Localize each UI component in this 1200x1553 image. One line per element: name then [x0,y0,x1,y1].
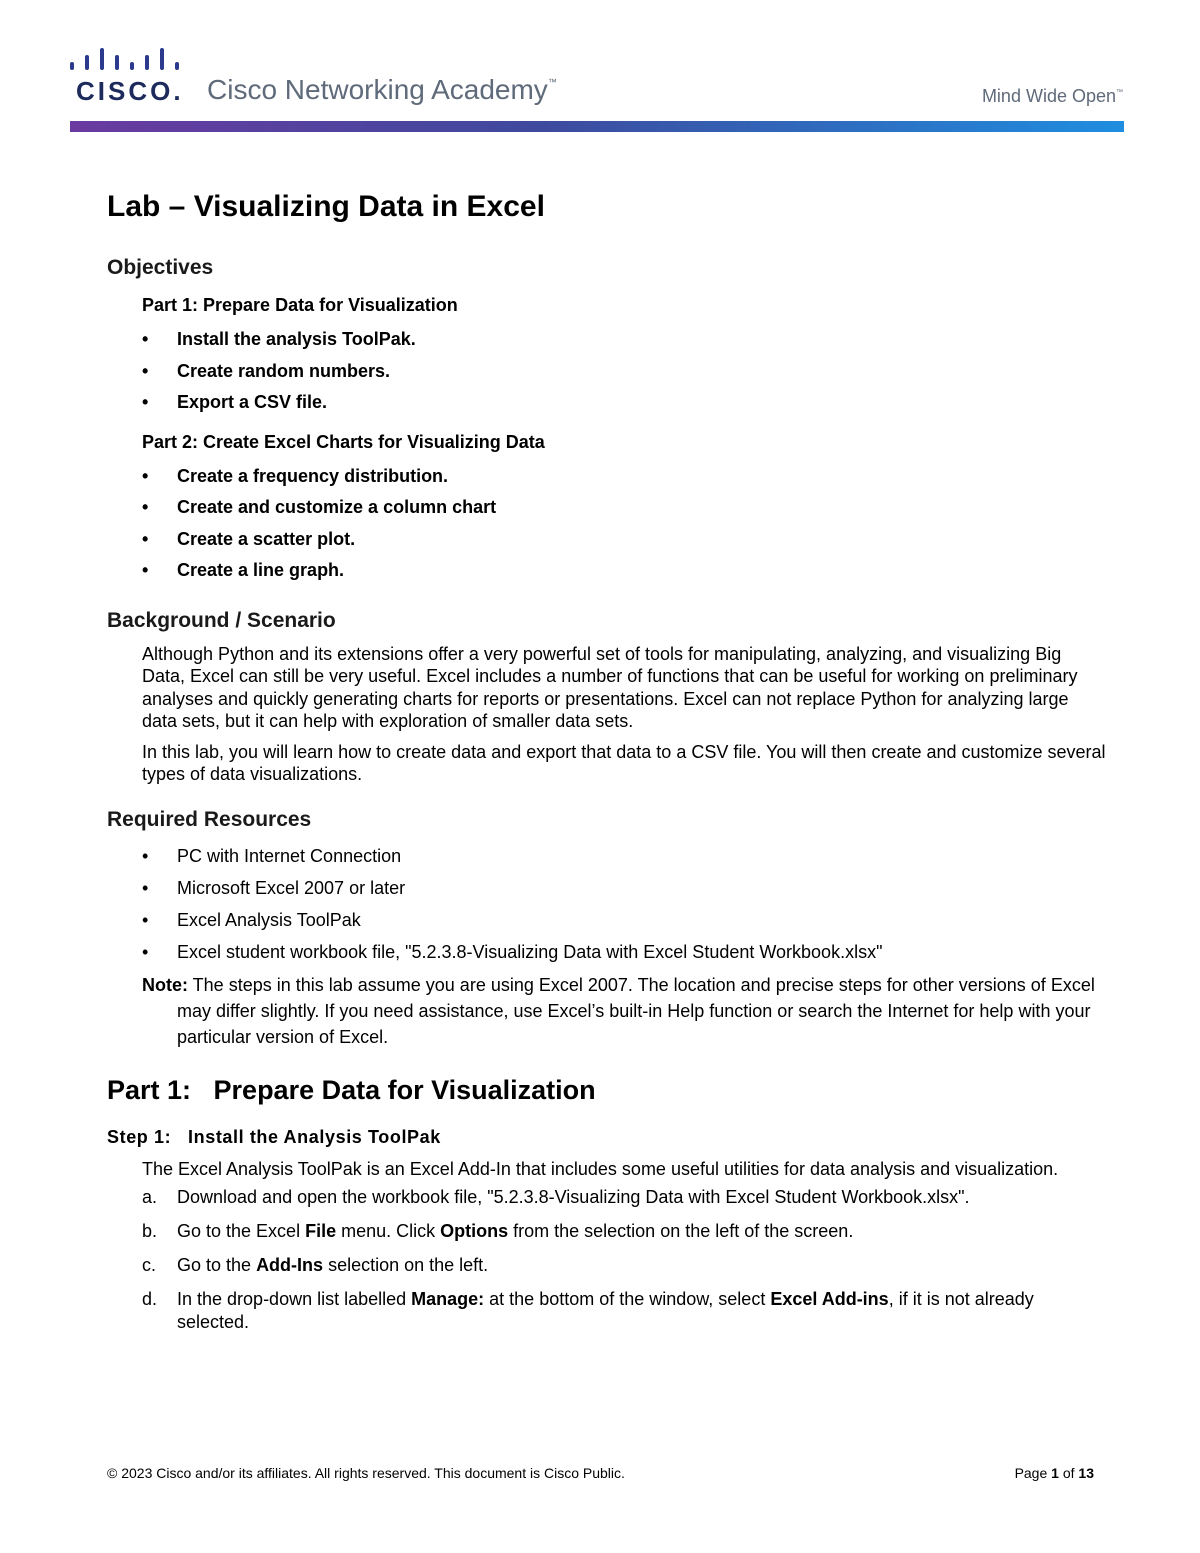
cisco-logo-bars [68,46,180,76]
page-header [0,0,1200,140]
list-item: • PC with Internet Connection [107,840,1107,872]
background-paragraph: Although Python and its extensions offer a very powerful set of tools for manipulating, analyzing, and visualizing Big Data, Excel can still be very useful. Excel includes a number of functions that can be useful for working on preliminary analyses and quickly generating charts for reports or presentations. Excel can not replace Python for analyzing large data sets, but it can help with exploration of smaller data sets. [142,643,1078,731]
cisco-logo-word: CISCO. [76,76,184,106]
note-label: Note: [142,974,188,995]
list-item: • Excel student workbook file, "5.2.3.8-Visualizing Data with Excel Student Workbook.xlsx" [107,936,1107,968]
academy-title: Cisco Networking Academy™ [207,74,557,105]
step1-heading: Step 1: Install the Analysis ToolPak [107,1126,441,1147]
list-marker: d. [142,1289,158,1309]
objectives-heading: Objectives [107,256,214,279]
list-marker: c. [142,1255,157,1275]
list-marker: a. [142,1187,158,1207]
list-item: • Create a frequency distribution. [107,461,1107,493]
list-item: • Excel Analysis ToolPak [107,904,1107,936]
list-item: a. Download and open the workbook file, "5.2.3.8-Visualizing Data with Excel Student Workbook.xlsx". [142,1187,970,1207]
list-item: • Install the analysis ToolPak. [107,324,1107,356]
list-item: • Create random numbers. [107,356,1107,388]
objective-part2-heading: Part 2: Create Excel Charts for Visualizing Data [142,431,545,452]
list-item: • Create a scatter plot. [107,524,1107,556]
resources-heading: Required Resources [107,807,312,831]
header-rule [70,121,1124,132]
tagline: Mind Wide Open™ [981,86,1123,106]
objective-part1-heading: Part 1: Prepare Data for Visualization [142,295,458,315]
list-item: d. In the drop-down list labelled Manage: at the bottom of the window, select Excel Add-ins, if it is not already selected. [142,1289,1034,1332]
note-text: The steps in this lab assume you are using Excel 2007. The location and precise steps for other versions of Excel may differ slightly. If you need assistance, use Excel’s built-in Help function or search the Internet for help with your particular version of Excel. [177,974,1095,1047]
page-number: Page 1 of 13 [1014,1465,1094,1481]
list-item: • Microsoft Excel 2007 or later [107,872,1107,904]
objective-part2-list [107,461,1107,587]
document-body [107,186,1107,1345]
copyright-text: © 2023 Cisco and/or its affiliates. All rights reserved. This document is Cisco Public. [107,1465,625,1481]
list-item: • Create and customize a column chart [107,492,1107,524]
objective-part1-list [107,324,1107,419]
step1-list [107,1186,1107,1334]
note-paragraph [142,972,1107,1050]
background-heading: Background / Scenario [107,608,336,632]
list-item: b. Go to the Excel File menu. Click Options from the selection on the left of the screen. [142,1221,854,1241]
lab-title: Lab – Visualizing Data in Excel [107,190,545,223]
resources-list [107,840,1107,968]
list-marker: b. [142,1221,158,1241]
background-paragraph: In this lab, you will learn how to create data and export that data to a CSV file. You will then create and customize several types of data visualizations. [142,741,1106,784]
list-item: c. Go to the Add-Ins selection on the left. [142,1255,489,1275]
list-item: • Export a CSV file. [107,387,1107,419]
step1-intro: The Excel Analysis ToolPak is an Excel Add-In that includes some useful utilities for data analysis and visualization. [142,1158,1059,1179]
list-item: • Create a line graph. [107,555,1107,587]
part1-heading: Part 1: Prepare Data for Visualization [107,1074,596,1105]
